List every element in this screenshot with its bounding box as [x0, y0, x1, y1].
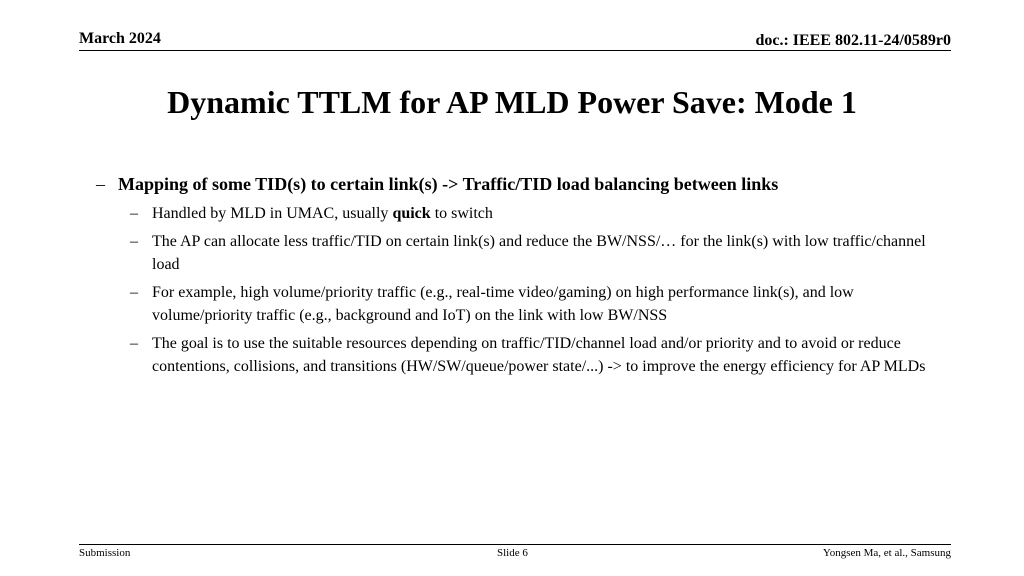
header-doc-id: doc.: IEEE 802.11-24/0589r0 — [755, 32, 951, 49]
sub-bullet-3 — [130, 281, 946, 327]
bullet-text: Mapping of some TID(s) to certain link(s) -> Traffic/TID load balancing between links — [118, 174, 779, 194]
slide-title: Dynamic TTLM for AP MLD Power Save: Mode 1 — [167, 84, 857, 120]
sub-bullet-text: The goal is to use the suitable resources depending on traffic/TID/channel load and/or priority and to avoid or reduce contentions, collisions, and transitions (HW/SW/queue/power state/...) -> to improve the energy efficiency for AP MLDs — [152, 335, 926, 375]
sub-bullet-text — [152, 202, 942, 225]
sub-bullet-dash: – — [130, 335, 138, 352]
sub-bullet-text: The AP can allocate less traffic/TID on certain link(s) and reduce the BW/NSS/… for the link(s) with low traffic/channel load — [152, 233, 926, 273]
header-divider — [79, 50, 951, 51]
sub-bullet-text-before: Handled by MLD in UMAC, usually — [152, 205, 393, 222]
sub-bullet-text: For example, high volume/priority traffic (e.g., real-time video/gaming) on high performance link(s), and low volume/priority traffic (e.g., background and IoT) on the link with low BW/NSS — [152, 284, 854, 324]
footer-submission: Submission — [79, 547, 131, 559]
footer-slide-number: Slide 6 — [497, 547, 528, 559]
slide-body — [96, 171, 946, 378]
sub-bullet-2 — [130, 230, 946, 276]
sub-bullet-1 — [130, 202, 946, 225]
bullet-dash: – — [96, 174, 105, 194]
footer-author: Yongsen Ma, et al., Samsung — [822, 547, 951, 559]
footer-divider — [79, 544, 951, 545]
sub-bullet-dash: – — [130, 233, 138, 250]
sub-bullet-dash: – — [130, 205, 138, 222]
sub-bullet-4 — [130, 332, 946, 378]
sub-bullet-text-after: to switch — [430, 205, 493, 222]
bullet-level-1 — [96, 171, 946, 197]
header-date: March 2024 — [79, 30, 161, 47]
sub-bullet-dash: – — [130, 284, 138, 301]
sub-bullet-text-bold: quick — [392, 205, 431, 222]
